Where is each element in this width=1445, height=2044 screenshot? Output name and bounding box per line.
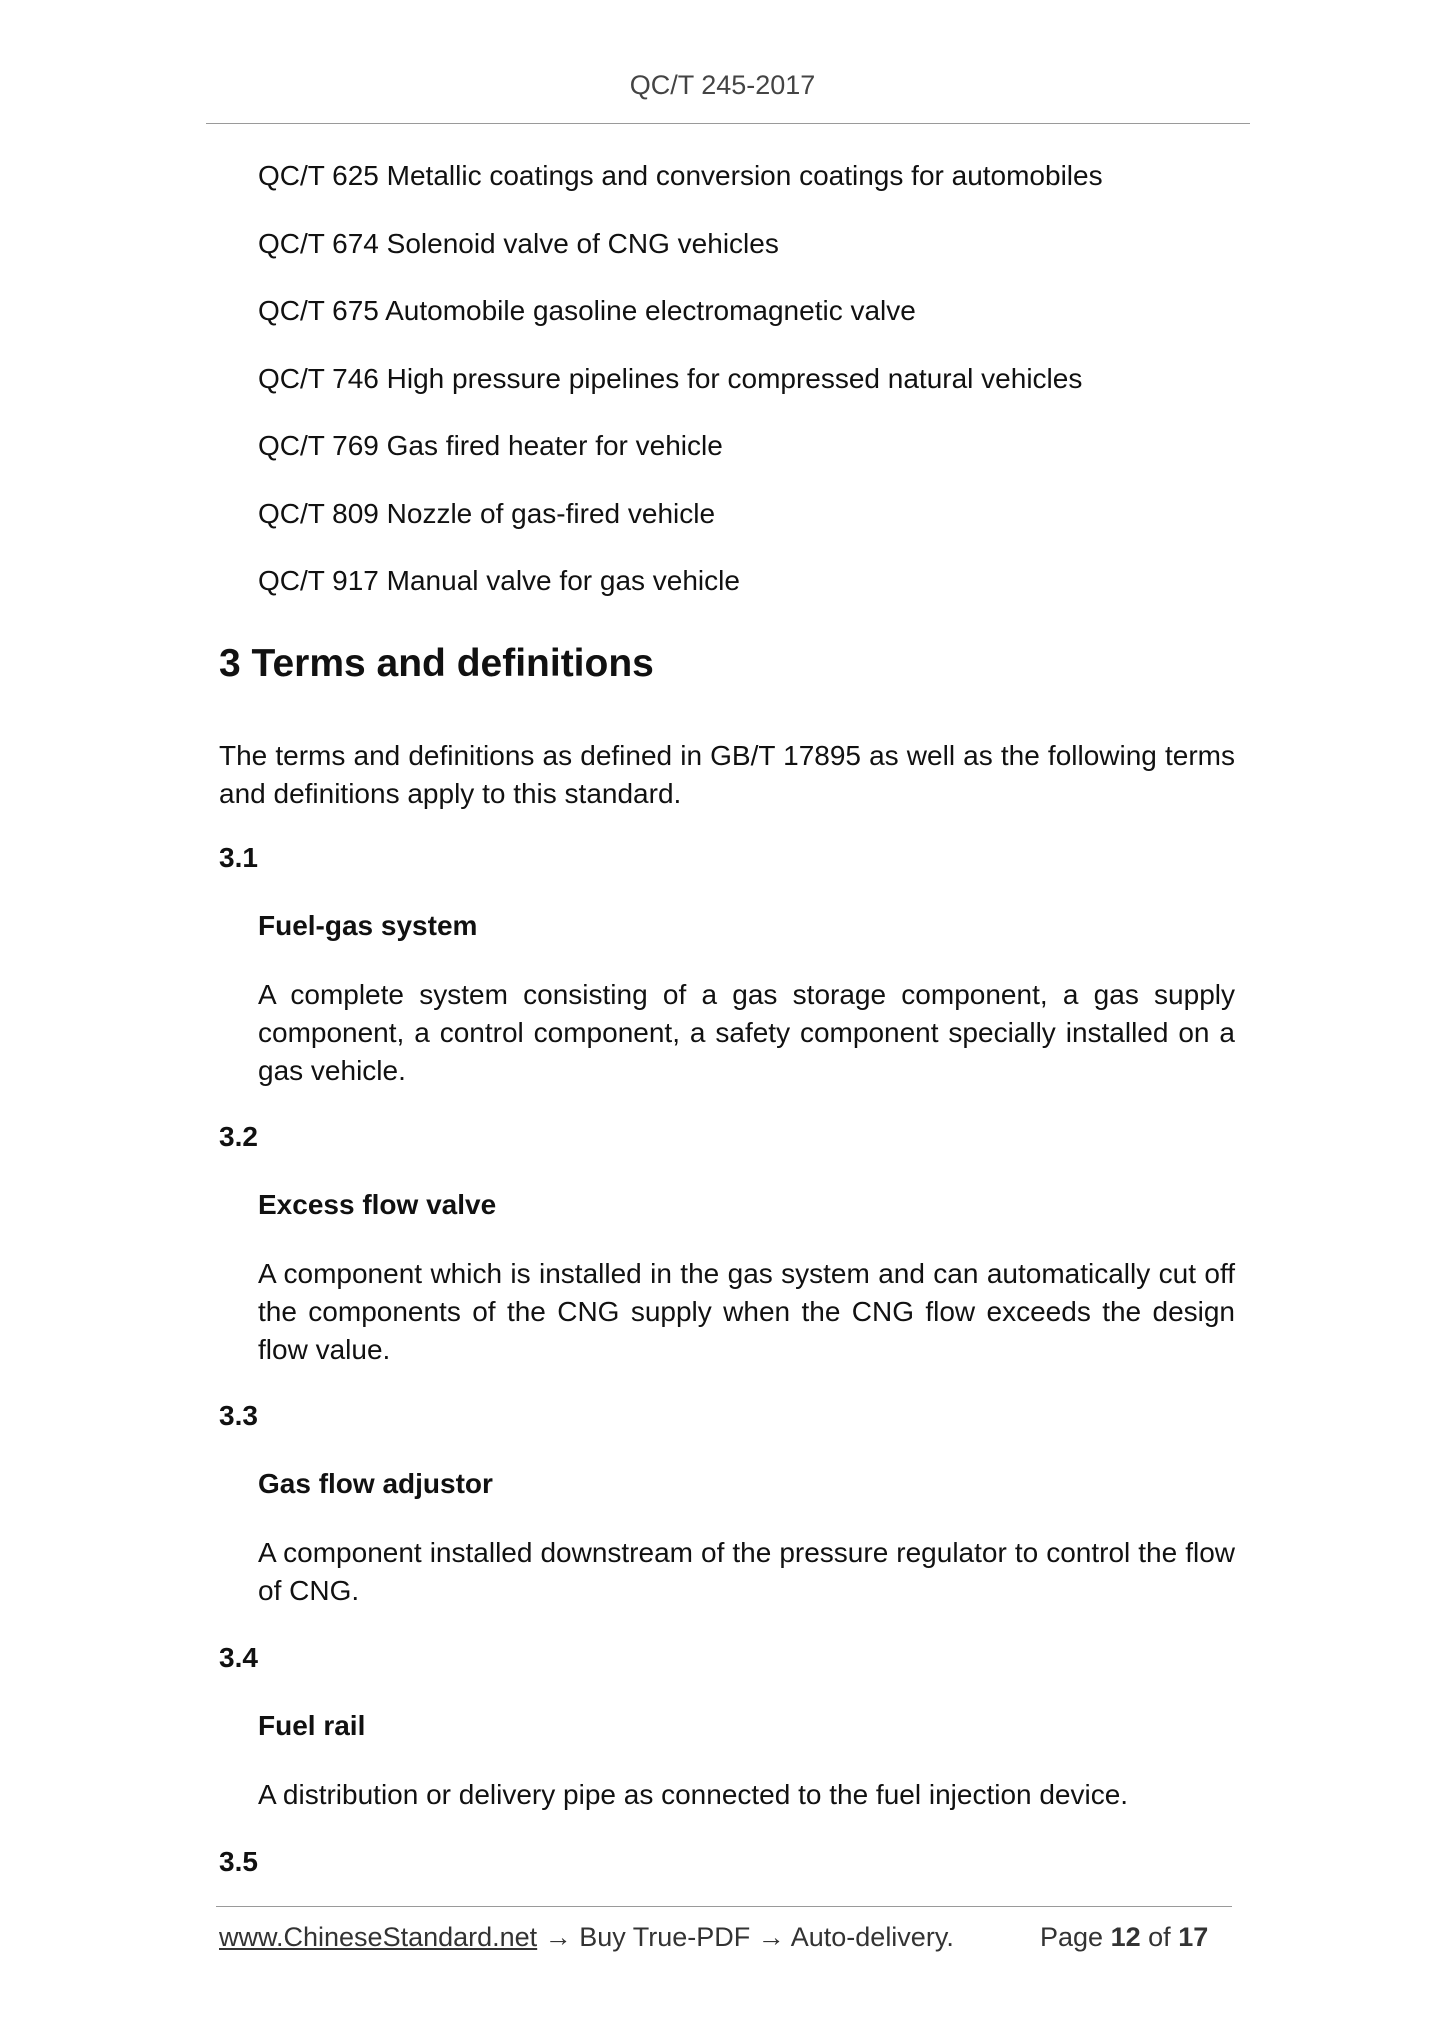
reference-item: QC/T 675 Automobile gasoline electromagnetic valve xyxy=(258,295,916,326)
term-name: Gas flow adjustor xyxy=(258,1468,493,1499)
reference-item: QC/T 746 High pressure pipelines for compressed natural vehicles xyxy=(258,362,1083,394)
normative-references-list xyxy=(258,160,1103,633)
term-definition: A component which is installed in the gas system and can automatically cut off the components of the CNG supply when the CNG flow exceeds the design flow value. xyxy=(258,1258,1235,1365)
term-number: 3.2 xyxy=(219,1121,258,1152)
term-name: Fuel rail xyxy=(258,1710,366,1741)
document-header: QC/T 245-2017 xyxy=(629,70,816,100)
page-indicator xyxy=(1040,1922,1208,1953)
term-definition: A complete system consisting of a gas storage component, a gas supply component, a control component, a safety component specially installed on a gas vehicle. xyxy=(258,979,1235,1086)
reference-item: QC/T 809 Nozzle of gas-fired vehicle xyxy=(258,497,716,529)
reference-item: QC/T 674 Solenoid valve of CNG vehicles xyxy=(258,227,779,259)
term-name: Fuel-gas system xyxy=(258,910,478,941)
term-number: 3.5 xyxy=(219,1846,258,1877)
section-title: 3 Terms and definitions xyxy=(219,642,654,685)
section-intro: The terms and definitions as defined in GB/T 17895 as well as the following terms and definitions apply to this standard. xyxy=(219,740,1235,809)
footer-note xyxy=(219,1922,954,1953)
page-of-label: of xyxy=(1148,1922,1171,1952)
footer-divider xyxy=(216,1906,1232,1907)
term-number: 3.1 xyxy=(219,842,258,873)
term-definition: A component installed downstream of the pressure regulator to control the flow of CNG. xyxy=(258,1537,1235,1606)
page-total: 17 xyxy=(1178,1922,1209,1952)
term-name: Excess flow valve xyxy=(258,1189,497,1220)
reference-item: QC/T 769 Gas fired heater for vehicle xyxy=(258,430,723,461)
footer-tagline: → Buy True-PDF → Auto-delivery. xyxy=(537,1922,954,1952)
term-number: 3.4 xyxy=(219,1642,258,1673)
header-divider xyxy=(206,123,1250,124)
page-label: Page xyxy=(1040,1922,1104,1952)
reference-item: QC/T 917 Manual valve for gas vehicle xyxy=(258,565,740,596)
website-link[interactable]: www.ChineseStandard.net xyxy=(219,1922,538,1952)
reference-item: QC/T 625 Metallic coatings and conversion coatings for automobiles xyxy=(258,160,1103,191)
term-number: 3.3 xyxy=(219,1400,258,1431)
term-definition: A distribution or delivery pipe as connected to the fuel injection device. xyxy=(258,1779,1129,1810)
page-current: 12 xyxy=(1110,1922,1141,1952)
